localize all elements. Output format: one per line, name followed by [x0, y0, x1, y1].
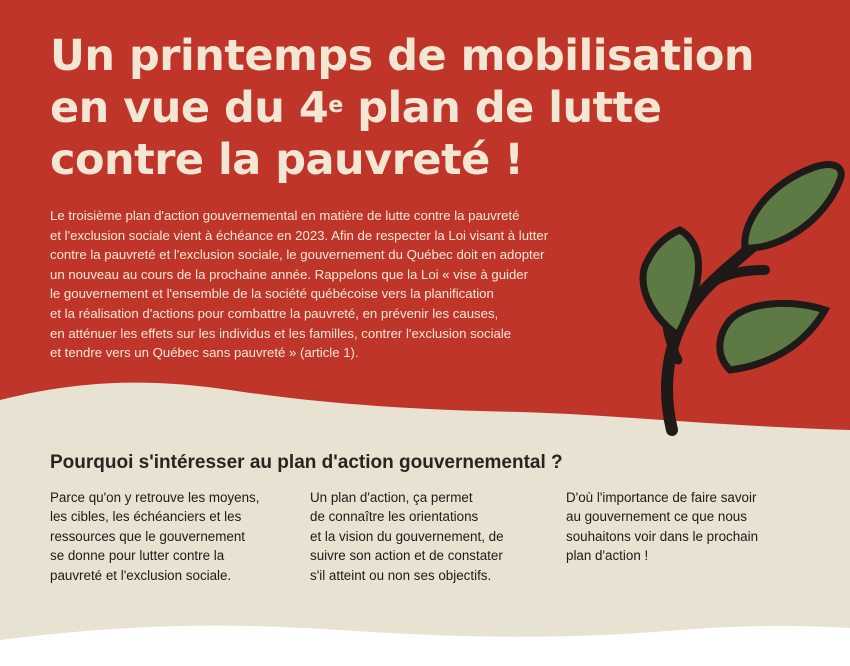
column-line: plan d'action ! — [566, 548, 649, 564]
column-line: D'où l'importance de faire savoir — [566, 490, 757, 505]
intro-line: un nouveau au cours de la prochaine année. Rappelons que la Loi « vise à guider — [50, 266, 529, 282]
column-line: les cibles, les échéanciers et les — [50, 509, 242, 525]
column-1 — [50, 488, 280, 585]
column-line: suivre son action et de constater — [310, 548, 503, 564]
bottom-wave — [0, 600, 850, 666]
plant-sprig-icon — [620, 130, 850, 440]
column-line: se donne pour lutter contre la — [50, 548, 225, 564]
title-superscript: e — [328, 93, 343, 118]
column-line: de connaître les orientations — [310, 509, 479, 525]
intro-line: Le troisième plan d'action gouvernemental en matière de lutte contre la pauvreté — [50, 208, 520, 223]
column-line: Un plan d'action, ça permet — [310, 490, 473, 505]
column-2 — [310, 488, 540, 585]
intro-line: et tendre vers un Québec sans pauvreté » (article 1). — [50, 345, 359, 361]
column-line: au gouvernement ce que nous — [566, 509, 747, 525]
intro-line: en atténuer les effets sur les individus et les familles, contrer l'exclusion sociale — [50, 325, 512, 341]
intro-line: et la réalisation d'actions pour combattre la pauvreté, en prévenir les causes, — [50, 305, 499, 321]
column-line: et la vision du gouvernement, de — [310, 528, 504, 544]
intro-line: et l'exclusion sociale vient à échéance en 2023. Afin de respecter la Loi visant à lutter — [50, 227, 549, 243]
intro-paragraph — [50, 206, 610, 363]
column-line: Parce qu'on y retrouve les moyens, — [50, 490, 260, 505]
intro-line: contre la pauvreté et l'exclusion sociale, le gouvernement du Québec doit en adopter — [50, 247, 545, 263]
column-line: souhaitons voir dans le prochain — [566, 528, 759, 544]
section-heading: Pourquoi s'intéresser au plan d'action gouvernemental ? — [50, 452, 563, 473]
title-line-3: contre la pauvreté ! — [50, 135, 524, 185]
column-line: pauvreté et l'exclusion sociale. — [50, 567, 232, 583]
column-line: s'il atteint ou non ses objectifs. — [310, 567, 492, 583]
column-3 — [566, 488, 796, 566]
intro-line: le gouvernement et l'ensemble de la société québécoise vers la planification — [50, 286, 494, 302]
title-line-2-post: plan de lutte — [342, 83, 662, 133]
column-line: ressources que le gouvernement — [50, 528, 246, 544]
title-line-1: Un printemps de mobilisation — [50, 31, 755, 81]
title-line-2-pre: en vue du 4 — [50, 83, 329, 133]
